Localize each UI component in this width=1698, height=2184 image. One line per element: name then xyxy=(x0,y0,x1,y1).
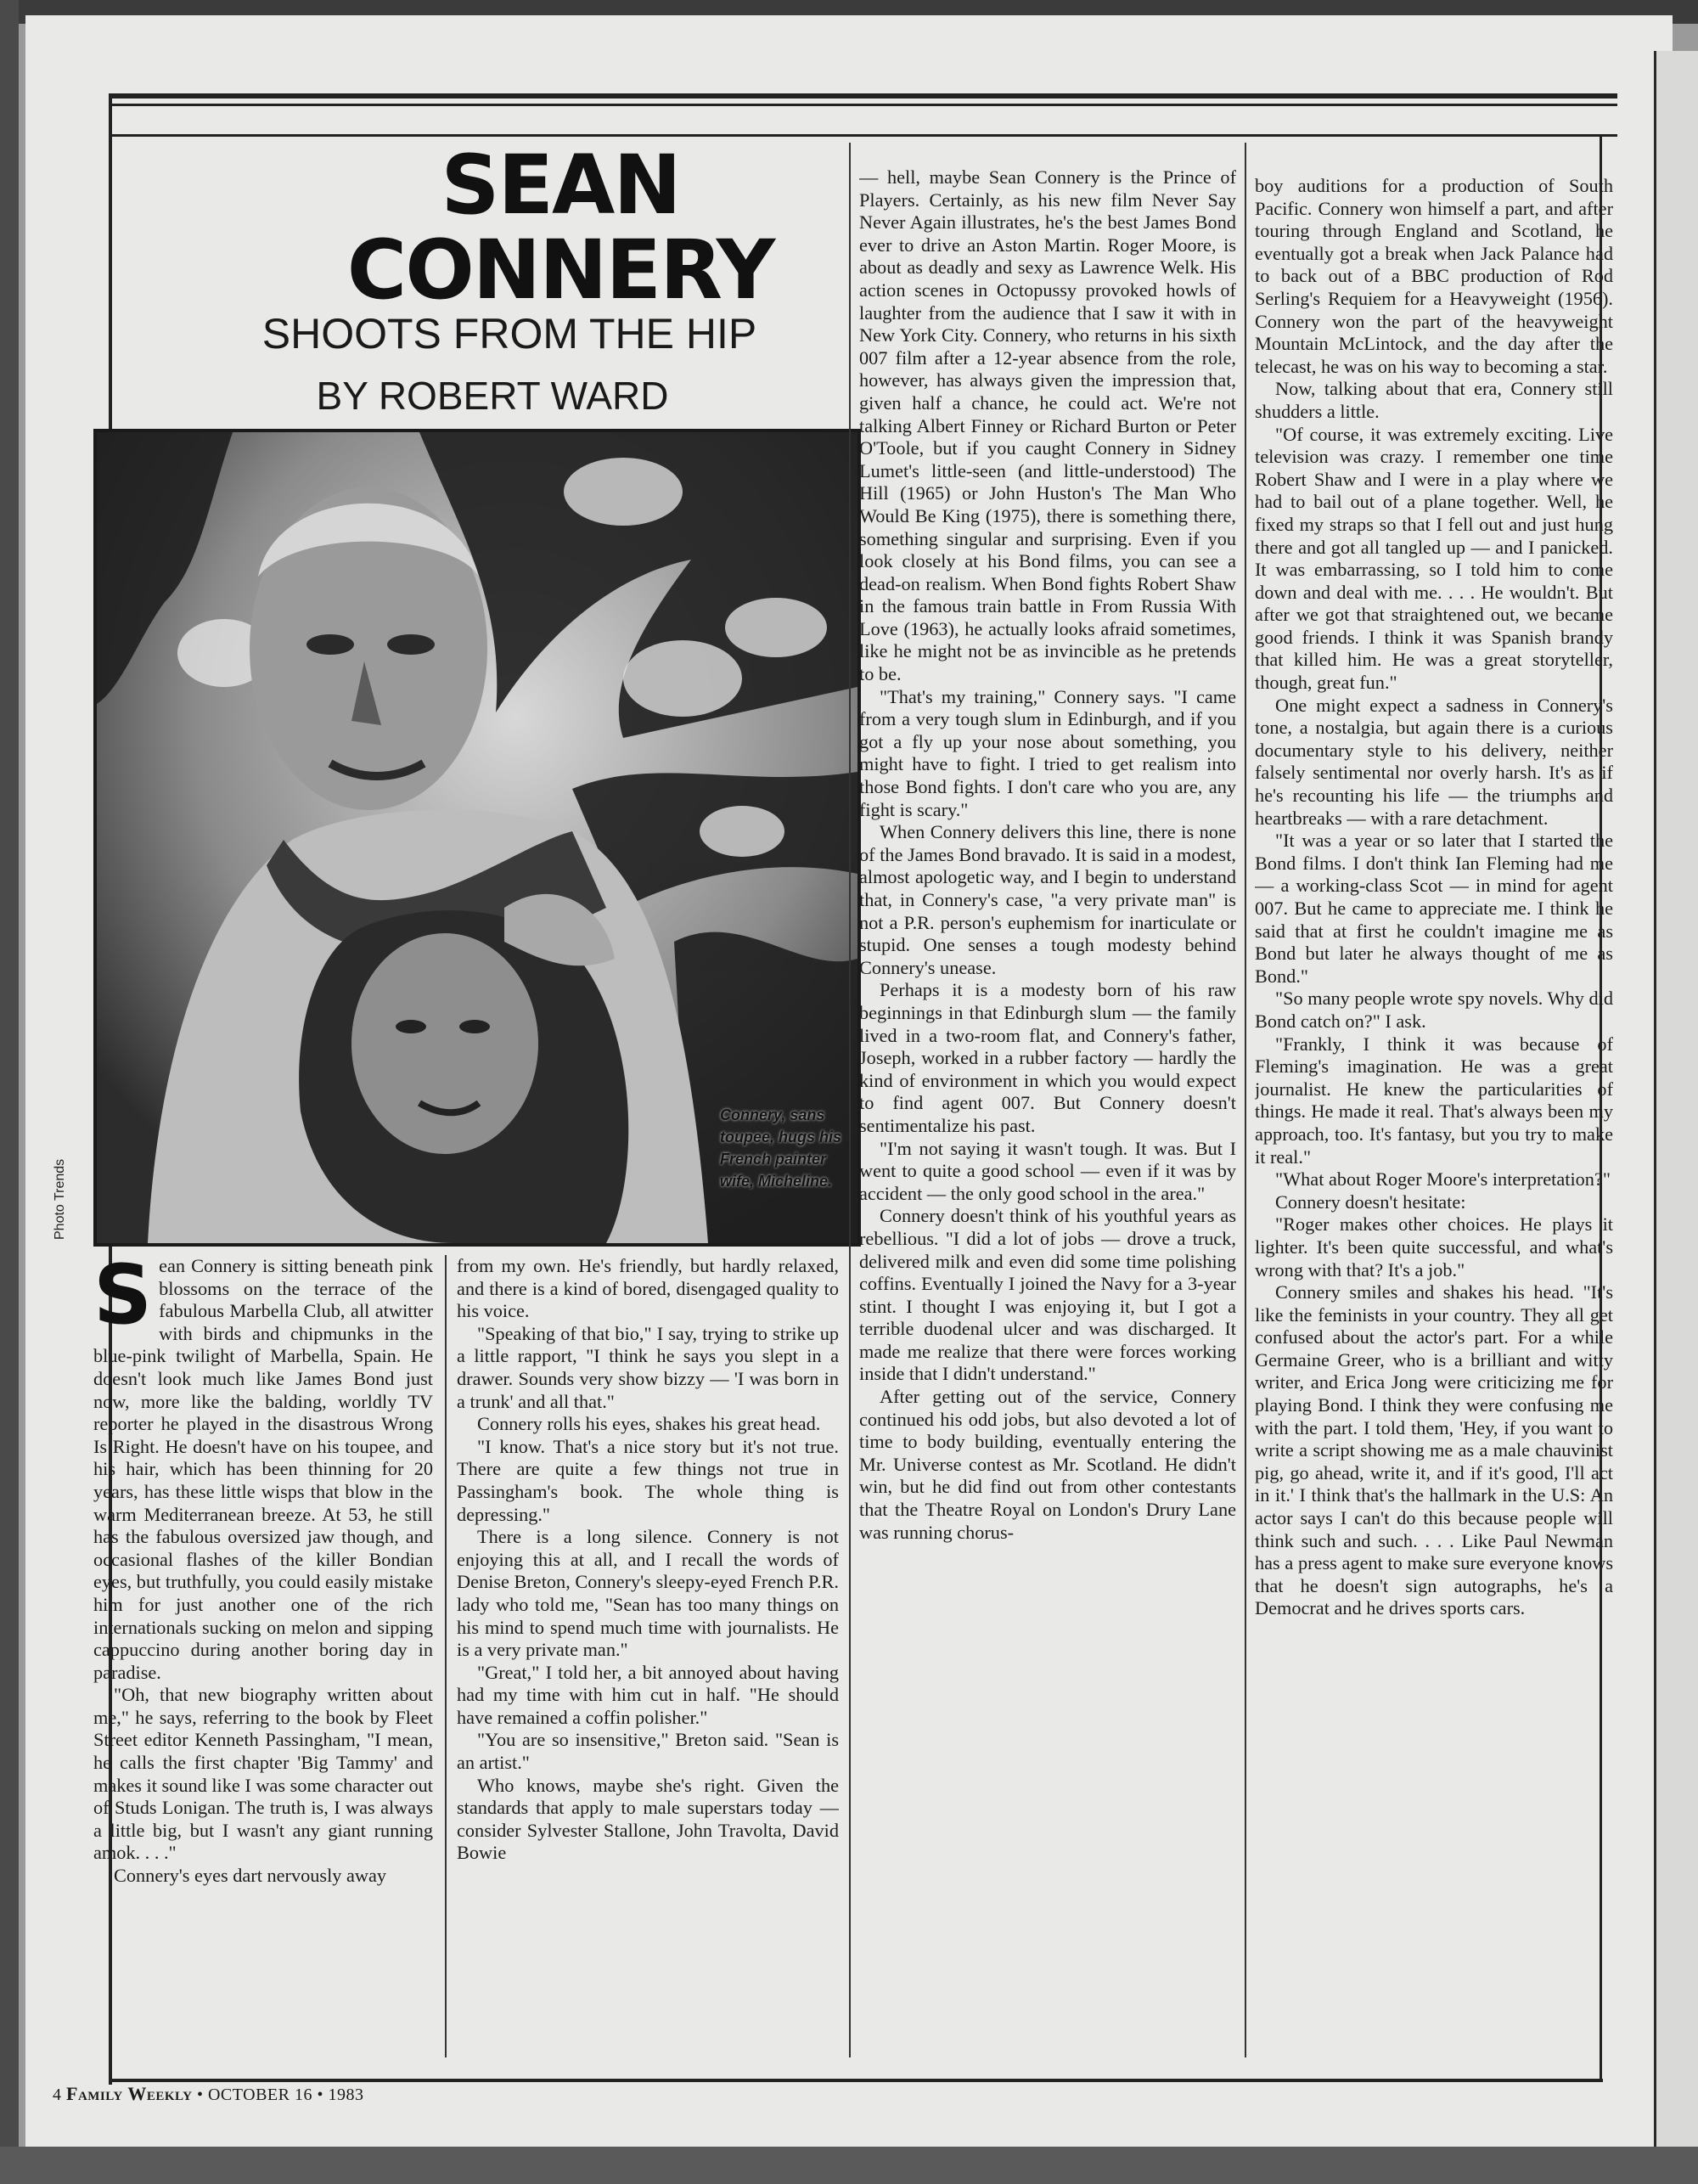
article-column-2 xyxy=(457,1255,839,2053)
subheadline: SHOOTS FROM THE HIP xyxy=(261,310,757,357)
paragraph: boy auditions for a production of South Pacific. Connery won himself a part, and after touring through England and Scotland, he eventually got a break when Jack Palance had to back out of a BBC production of Rod Serling's Requiem for a Heavyweight (1956). Connery won the part of the heavyweight Mountain McLintock, and the day after the telecast, he was on his way to becoming a star. xyxy=(1255,175,1613,377)
issue-date: OCTOBER 16 xyxy=(207,2085,312,2104)
page-footer xyxy=(53,2083,363,2105)
paragraph: "That's my training," Connery says. "I came from a very tough slum in Edinburgh, and if you got a fly up your nose about something, you might have to fight. I tried to get realism into those Bond fights. I don't care who you are, any fight is scary." xyxy=(859,685,1236,820)
column-rule-2 xyxy=(849,143,851,2057)
headline-line-2: CONNERY xyxy=(346,222,774,318)
paragraph: One might expect a sadness in Connery's tone, a nostalgia, but again there is a curious documentary style to his delivery, neither falsely sentimental nor overly harsh. It's as if he's recounting his life — the triumphs and heartbreaks — with a rare detachment. xyxy=(1255,694,1613,829)
page-number: 4 xyxy=(53,2085,62,2104)
issue-year: 1983 xyxy=(328,2085,364,2104)
paragraph: Connery smiles and shakes his head. "It's like the feminists in your country. They all get confused about the actor's part. For a while Germaine Greer, who is a brilliant and witty writer, and Erica Jong were criticizing me for playing Bond. I think they were confusing me with the part. I told them, 'Hey, if you want to write a script showing me as a male chauvinist pig, go ahead, write it, and if it's good, I'll act in it.' I think that's the hallmark in the U.S: An actor says I can't do this because people will think such and such. . . . Like Paul Newman has a press agent to make sure everyone knows that he doesn't sign autographs, he's a Democrat and he drives sports cars. xyxy=(1255,1281,1613,1619)
paragraph: Connery rolls his eyes, shakes his great head. xyxy=(477,1413,821,1435)
paragraph: Perhaps it is a modesty born of his raw beginnings in that Edinburgh slum — the family lived in a two-room flat, and Connery's father, Joseph, worked in a rubber factory — hardly the kind of environment in which you would expect to find agent 007. But Connery doesn't sentimentalize his past. xyxy=(859,979,1236,1136)
photo-caption: Connery, sans toupee, hugs his French painter wife, Micheline. xyxy=(720,1106,842,1190)
paragraph: Connery's eyes dart nervously away xyxy=(114,1865,387,1887)
paragraph-text: ean Connery is sitting beneath pink blossoms on the terrace of the fabulous Marbella Club, all atwitter with birds and chipmunks in the blue-pink twilight of Marbella, Spain. He doesn't look much like James Bond just now, more like the balding, worldly TV reporter he played in the disastrous Wrong Is Right. He doesn't have on his toupee, and his hair, which has been thinning for 20 years, has these little wisps that blow in the warm Mediterranean breeze. At 53, he still has the fabulous oversized jaw though, and occasional flashes of the killer Bondian eyes, but truthfully, you could easily mistake him for just another one of the rich internationals sucking on melon and sipping cappuccino during another boring day in paradise. xyxy=(93,1255,433,1683)
paragraph: "Oh, that new biography written about me," he says, referring to the book by Fleet Street editor Kenneth Passingham, "I mean, he calls the first chapter 'Big Tammy' and makes it sound like I was some character out of Studs Lonigan. The truth is, I was always a little big, but I wasn't any giant running amok. . . ." xyxy=(93,1684,433,1864)
top-rule xyxy=(110,93,1617,99)
paragraph: "Frankly, I think it was because of Fleming's imagination. He was a great journalist. He knew the particularities of things. He made it real. That's always been my approach, too. It's fantasy, but you try to make it real." xyxy=(1255,1033,1613,1168)
paragraph: "I'm not saying it wasn't tough. It was. But I went to quite a good school — even if it was by accident — the only good school in the area." xyxy=(859,1137,1236,1204)
scan-edge-left xyxy=(0,0,19,2184)
paragraph: "Of course, it was extremely exciting. Live television was crazy. I remember one time Robert Shaw and I were in a play where we had to bail out of a plane together. Well, he fixed my straps so that I fell out and just hung there and got all tangled up — and I panicked. It was embarrassing, so I told him to come down and deal with me. . . . He wouldn't. But after we got that straightened out, we became good friends. I think it was Spanish brandy that killed him. He was a great storyteller, though, great fun." xyxy=(1255,423,1613,694)
paragraph: from my own. He's friendly, but hardly relaxed, and there is a kind of bored, disengaged quality to his voice. xyxy=(457,1255,839,1322)
column-rule-3 xyxy=(1245,143,1246,2057)
paragraph: After getting out of the service, Connery continued his odd jobs, but also devoted a lot of time to body building, eventually entering the Mr. Universe contest as Mr. Scotland. He didn't win, but he did find out from other contestants that the Theatre Royal on London's Drury Lane was running chorus- xyxy=(859,1386,1236,1543)
headline-line-1: SEAN xyxy=(441,138,680,233)
paragraph: Who knows, maybe she's right. Given the standards that apply to male superstars today — consider Sylvester Stallone, John Travolta, David Bowie xyxy=(457,1774,839,1864)
column-rule-1 xyxy=(445,1255,447,2057)
paragraph: "What about Roger Moore's interpretation?" xyxy=(1275,1168,1611,1191)
paragraph: "It was a year or so later that I started the Bond films. I don't think Ian Fleming had me — a working-class Scot — in mind for agent 007. But he came to appreciate me. I think he said that at first he couldn't imagine me as Bond but later he always thought of me as Bond." xyxy=(1255,830,1613,987)
publication-name: Family Weekly xyxy=(66,2083,193,2104)
top-rule-thin xyxy=(110,104,1617,106)
footer-separator: • xyxy=(196,2085,204,2104)
footer-separator: • xyxy=(317,2085,323,2104)
scan-edge-bottom xyxy=(0,2147,1698,2184)
article-column-3 xyxy=(859,166,1236,2069)
adjacent-page-edge xyxy=(1654,51,1698,2148)
paragraph xyxy=(93,1255,433,1684)
paragraph: "You are so insensitive," Breton said. "Sean is an artist." xyxy=(457,1729,839,1774)
paragraph: There is a long silence. Connery is not enjoying this at all, and I recall the words of Denise Breton, Connery's sleepy-eyed French P.R. lady who told me, "Sean has too many things on his mind to spend much time with journalists. He is a very private man." xyxy=(457,1526,839,1661)
article-column-4 xyxy=(1255,175,1613,2077)
paragraph: Connery doesn't hesitate: xyxy=(1275,1191,1466,1213)
paragraph: — hell, maybe Sean Connery is the Prince of Players. Certainly, as his new film Never Say Never Again illustrates, he's the best James Bond ever to drive an Aston Martin. Roger Moore, is about as deadly and sexy as Lawrence Welk. His action scenes in Octopussy provoked howls of laughter from the audience that I saw it with in New York City. Connery, who returns in his sixth 007 film after a 12-year absence from the role, however, has always given the impression that, given half a chance, he could act. We're not talking Albert Finney or Richard Burton or Peter O'Toole, but if you caught Connery in Sidney Lumet's little-seen (and little-understood) The Hill (1965) or John Huston's The Man Who Would Be King (1975), there is something there, something singular and surprising. Even if you look closely at his Bond films, you can see a dead-on realism. When Bond fights Robert Shaw in the famous train battle in From Russia With Love (1963), he actually looks afraid sometimes, like he might not be as invincible as he pretends to be. xyxy=(859,166,1236,685)
byline: BY ROBERT WARD xyxy=(316,374,669,418)
headline xyxy=(306,138,815,318)
drop-cap: S xyxy=(93,1255,153,1342)
paragraph: When Connery delivers this line, there is none of the James Bond bravado. It is said in a modest, almost apologetic way, and I begin to understand that, in Connery's case, "a very private man" is not a P.R. person's euphemism for inarticulate or stupid. One senses a tough modesty behind Connery's unease. xyxy=(859,821,1236,978)
paragraph: "Roger makes other choices. He plays it lighter. It's been quite successful, and what's wrong with that? It's a job." xyxy=(1255,1213,1613,1281)
paragraph: Now, talking about that era, Connery still shudders a little. xyxy=(1255,378,1613,422)
column-top-rule xyxy=(110,134,1617,137)
article-column-1 xyxy=(93,1255,433,2053)
bottom-rule xyxy=(109,2079,1603,2082)
paragraph: "So many people wrote spy novels. Why did Bond catch on?" I ask. xyxy=(1255,988,1613,1032)
paragraph: "Great," I told her, a bit annoyed about having had my time with him cut in half. "He should have remained a coffin polisher." xyxy=(457,1661,839,1728)
photo-credit: Photo Trends xyxy=(53,1158,67,1240)
paragraph: "I know. That's a nice story but it's not true. There are quite a few things not true in Passingham's book. The whole thing is depressing." xyxy=(457,1435,839,1525)
paragraph: Connery doesn't think of his youthful years as rebellious. "I did a lot of jobs — drove a truck, delivered milk and even did some time polishing coffins. Eventually I joined the Navy for a 3-year stint. I thought I was enjoying it, but I got a terrible duodenal ulcer and was discharged. It made me realize that there were forces working inside that I didn't understand." xyxy=(859,1205,1236,1385)
paragraph: "Speaking of that bio," I say, trying to strike up a little rapport, "I think he says you slept in a drawer. Sounds very show bizzy — 'I was born in a trunk' and all that." xyxy=(457,1322,839,1412)
